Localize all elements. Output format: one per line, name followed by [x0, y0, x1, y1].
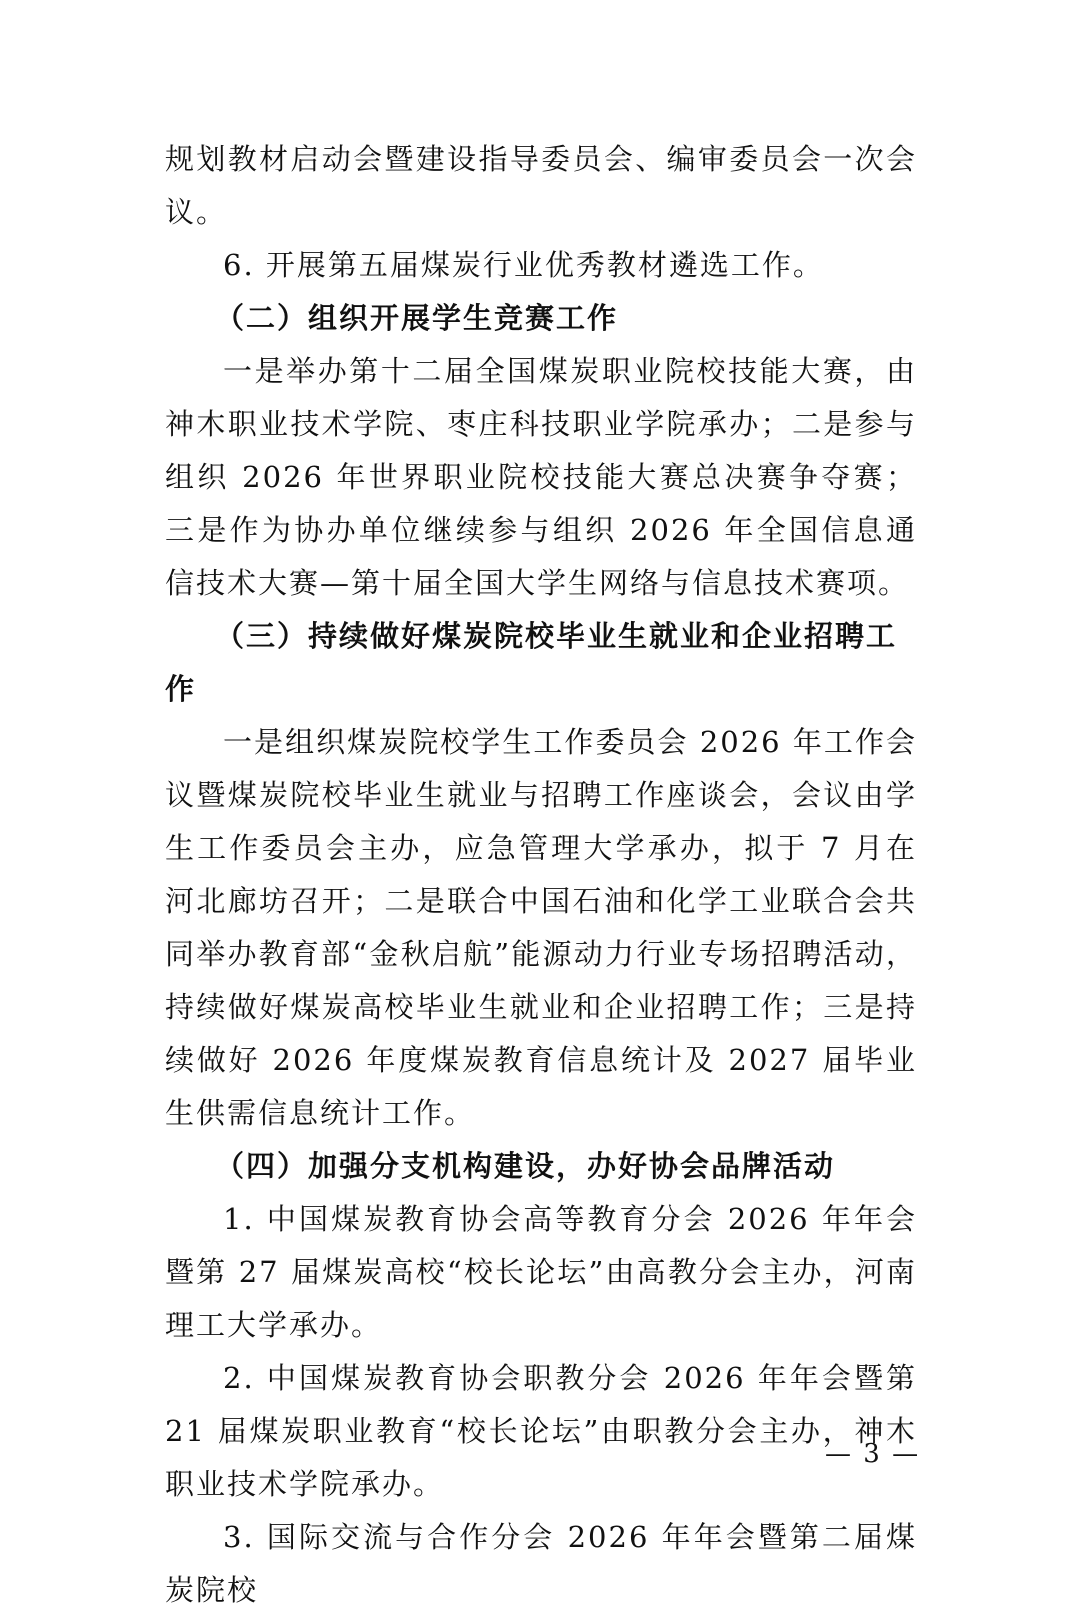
- section-heading-3: （三）持续做好煤炭院校毕业生就业和企业招聘工作: [165, 619, 898, 706]
- document-body: [165, 133, 921, 1617]
- paragraph-item-2: 2. 中国煤炭教育协会职教分会 2026 年年会暨第 21 届煤炭职业教育“校长论坛”由职教分会主办，神木职业技术学院承办。: [165, 1361, 917, 1501]
- paragraph-continuation: 规划教材启动会暨建设指导委员会、编审委员会一次会议。: [165, 142, 917, 229]
- paragraph-item-6: 6. 开展第五届煤炭行业优秀教材遴选工作。: [223, 248, 824, 282]
- section-heading-4: （四）加强分支机构建设，办好协会品牌活动: [215, 1149, 836, 1183]
- paragraph-item-1: 1. 中国煤炭教育协会高等教育分会 2026 年年会暨第 27 届煤炭高校“校长论坛”由高教分会主办，河南理工大学承办。: [165, 1202, 917, 1342]
- paragraph-employment: 一是组织煤炭院校学生工作委员会 2026 年工作会议暨煤炭院校毕业生就业与招聘工作座谈会，会议由学生工作委员会主办，应急管理大学承办，拟于 7 月在河北廊坊召开；二是联合中国石油和化学工业联合会共同举办教育部“金秋启航”能源动力行业专场招聘活动，持续做好煤炭高校毕业生就业和企业招聘工作；三是持续做好 2026 年度煤炭教育信息统计及 2027 届毕业生供需信息统计工作。: [165, 725, 917, 1130]
- paragraph-item-3: 3. 国际交流与合作分会 2026 年年会暨第二届煤炭院校: [165, 1520, 917, 1607]
- section-heading-2: （二）组织开展学生竞赛工作: [215, 301, 619, 335]
- paragraph-competition: 一是举办第十二届全国煤炭职业院校技能大赛，由神木职业技术学院、枣庄科技职业学院承办；二是参与组织 2026 年世界职业院校技能大赛总决赛争夺赛；三是作为协办单位继续参与组织 2026 年全国信息通信技术大赛—第十届全国大学生网络与信息技术赛项。: [165, 354, 917, 600]
- page-number: — 3 —: [825, 1439, 921, 1469]
